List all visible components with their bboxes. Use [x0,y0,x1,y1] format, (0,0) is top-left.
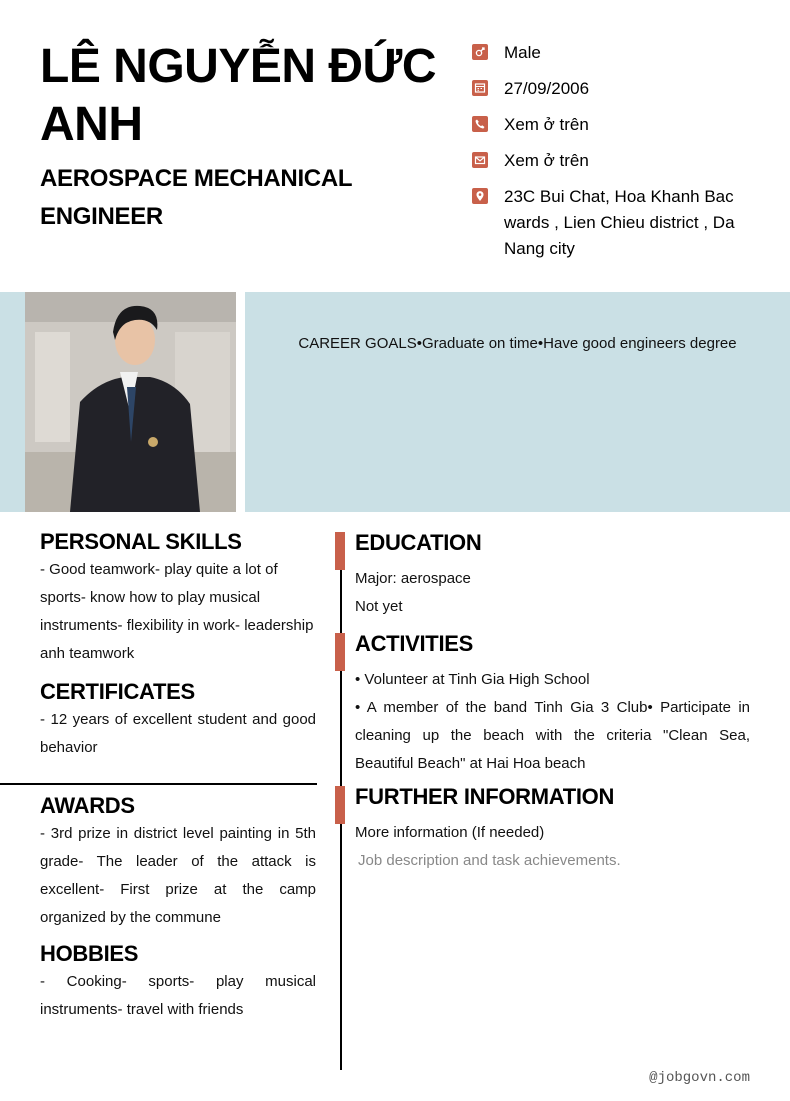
education-status: Not yet [355,598,403,615]
career-goals-panel [245,292,790,512]
section-body: - Cooking- sports- play musical instruments- travel with friends [40,973,316,1018]
section-body: - 3rd prize in district level painting in 5th grade- The leader of the attack is excellent- First prize at the camp organized by the commune [40,825,316,926]
candidate-name: LÊ NGUYỄN ĐỨC ANH [40,40,437,151]
accent-bar [335,633,345,671]
activity-item: • Volunteer at Tinh Gia High School [355,671,590,688]
section-body: - Good teamwork- play quite a lot of sports- know how to play musical instruments- flexibility in work- leadership anh teamwork [40,561,314,662]
gender-value: Male [504,43,541,62]
gender-icon [472,44,488,60]
section-title: ACTIVITIES [355,631,474,656]
section-title: EDUCATION [355,530,482,555]
section-title: FURTHER INFORMATION [355,784,615,809]
education-major: Major: aerospace [355,570,471,587]
section-title: AWARDS [40,793,135,818]
personal-skills-section [40,528,316,668]
contact-address [472,184,752,262]
section-title: HOBBIES [40,941,139,966]
photo-gap [236,292,245,512]
contact-birthday [472,76,752,102]
activity-item: • A member of the band Tinh Gia 3 Club• Participate in cleaning up the beach with the criteria "Clean Sea, Beautiful Beach" at Hai Hoa beach [355,699,750,772]
left-column [40,528,316,1028]
portrait-illustration [25,292,236,512]
right-column [355,528,750,879]
calendar-icon [472,80,488,96]
further-info-section [355,782,750,875]
profile-photo [25,292,236,512]
accent-bar [335,786,345,824]
email-value: Xem ở trên [504,151,589,170]
contact-info [472,40,752,272]
watermark: @jobgovn.com [649,1070,750,1086]
contact-gender [472,40,752,66]
section-divider [0,783,317,785]
cv-header [0,0,790,292]
birthday-value: 27/09/2006 [504,79,590,98]
location-icon [472,188,488,204]
contact-phone [472,112,752,138]
career-goals-text: CAREER GOALS•Graduate on time•Have good engineers degree [298,335,737,352]
contact-email [472,148,752,174]
section-title: PERSONAL SKILLS [40,529,242,554]
accent-bar [335,532,345,570]
further-info-placeholder: Job description and task achievements. [358,852,621,869]
education-section [355,528,750,621]
activities-section [355,629,750,778]
awards-section [40,792,316,932]
hobbies-section [40,940,316,1024]
phone-icon [472,116,488,132]
address-value: 23C Bui Chat, Hoa Khanh Bac wards , Lien Chieu district , Da Nang city [504,187,735,258]
section-title: CERTIFICATES [40,679,195,704]
phone-value: Xem ở trên [504,115,589,134]
email-icon [472,152,488,168]
job-title: AEROSPACE MECHANICAL ENGINEER [40,165,352,230]
further-info-label: More information (If needed) [355,824,545,841]
section-body: - 12 years of excellent student and good behavior [40,711,316,756]
certificates-section [40,678,316,762]
